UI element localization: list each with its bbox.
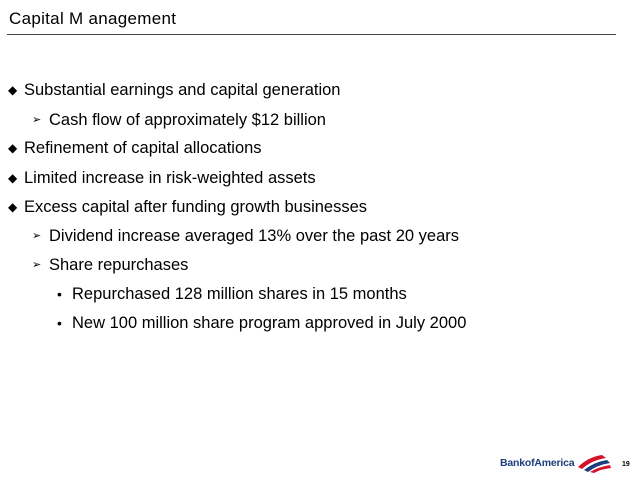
bullet-3-marker: ◆ bbox=[8, 141, 18, 155]
title-divider bbox=[7, 34, 616, 35]
bullet-9-marker: • bbox=[57, 315, 62, 331]
page-number: 19 bbox=[622, 461, 630, 468]
bullet-5-text: Excess capital after funding growth businesses bbox=[24, 198, 368, 216]
bullet-9-text: New 100 million share program approved in July 2000 bbox=[72, 314, 467, 332]
bullet-3-text: Refinement of capital allocations bbox=[24, 139, 262, 157]
bullet-1-marker: ◆ bbox=[8, 83, 18, 97]
slide-title: Capital M anagement bbox=[9, 9, 177, 28]
bullet-5-marker: ◆ bbox=[8, 200, 18, 214]
bullet-7-marker: ➢ bbox=[32, 259, 42, 271]
logo-text: BankofAmerica bbox=[500, 457, 575, 469]
bullet-7-text: Share repurchases bbox=[49, 256, 189, 274]
bank-of-america-logo bbox=[500, 452, 612, 474]
bullet-6-marker: ➢ bbox=[32, 230, 42, 242]
bullet-4-text: Limited increase in risk-weighted assets bbox=[24, 169, 316, 187]
bullet-2-text: Cash flow of approximately $12 billion bbox=[49, 111, 326, 129]
bullet-8-text: Repurchased 128 million shares in 15 months bbox=[72, 285, 407, 303]
bullet-6-text: Dividend increase averaged 13% over the past 20 years bbox=[49, 227, 459, 245]
bullet-4-marker: ◆ bbox=[8, 171, 18, 185]
bullet-1-text: Substantial earnings and capital generation bbox=[24, 81, 341, 99]
bank-of-america-flag-icon bbox=[576, 453, 612, 473]
bullet-2-marker: ➢ bbox=[32, 114, 42, 126]
bullet-8-marker: • bbox=[57, 286, 62, 302]
